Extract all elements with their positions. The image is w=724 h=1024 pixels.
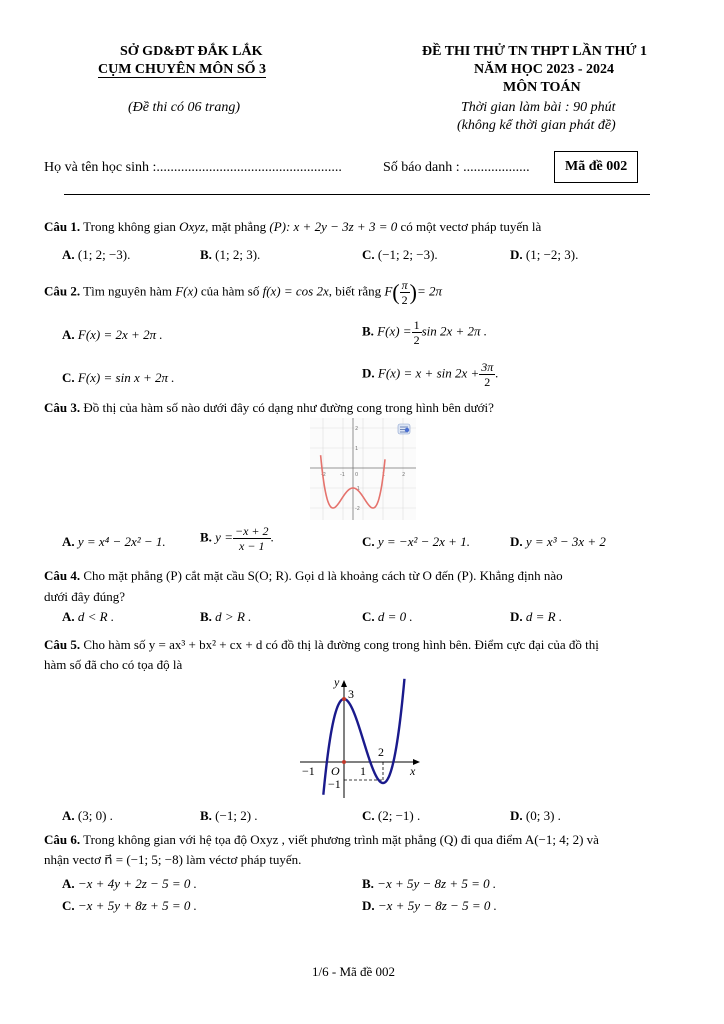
option-key: A. [62, 876, 75, 891]
numerator: π [401, 278, 408, 292]
numerator: 1 [413, 318, 420, 332]
x-label: x [410, 764, 416, 778]
condition-f: F [384, 283, 393, 299]
question-label: Câu 1. [44, 219, 81, 234]
question-text: Đồ thị của hàm số nào dưới đây có dạng như đường cong trong hình bên dưới? [83, 400, 494, 415]
tick-x: 2 [402, 472, 406, 478]
question-3 [44, 400, 494, 416]
option-key: D. [510, 247, 523, 262]
option-value: (−1; 2; −3). [377, 247, 438, 262]
option-key: D. [362, 365, 375, 381]
question-text: Trong không gian [83, 219, 176, 234]
option-5c[interactable] [362, 808, 420, 824]
option-value: d = R . [525, 609, 563, 624]
option-key: B. [200, 247, 212, 262]
option-value-tail: . [270, 529, 274, 545]
tick-x: -1 [340, 472, 345, 478]
option-key: B. [200, 529, 212, 545]
option-value: −x + 5y − 8z − 5 = 0 . [377, 898, 497, 913]
option-4c[interactable] [362, 609, 413, 625]
question-label: Câu 4. [44, 568, 81, 583]
option-value: F(x) = [377, 323, 412, 339]
question-3-graph [310, 418, 416, 520]
option-fraction [233, 524, 271, 553]
label-neg-one-y: −1 [328, 777, 341, 791]
exam-title: ĐỀ THI THỬ TN THPT LẦN THỨ 1 [422, 44, 647, 59]
option-2d[interactable] [362, 360, 499, 389]
option-key: A. [62, 247, 75, 262]
denominator: 2 [401, 293, 408, 307]
tick-y: -1 [355, 486, 360, 492]
option-key: B. [362, 323, 374, 339]
question-5 [44, 637, 599, 653]
denominator: x − 1 [239, 539, 265, 553]
option-2b[interactable] [362, 318, 487, 347]
option-value: (0; 3) . [525, 808, 561, 823]
option-2c[interactable] [62, 370, 175, 386]
option-key: B. [200, 609, 212, 624]
label-three: 3 [348, 687, 354, 701]
option-key: C. [362, 247, 375, 262]
paren-left: ( [392, 279, 400, 305]
option-1a[interactable] [62, 247, 130, 263]
exam-code-box: Mã đề 002 [554, 151, 638, 183]
option-value: F(x) = 2x + 2π . [77, 327, 163, 342]
option-1b[interactable] [200, 247, 260, 263]
option-key: B. [200, 808, 212, 823]
option-5a[interactable] [62, 808, 113, 824]
school-year: NĂM HỌC 2023 - 2024 [474, 62, 614, 77]
option-value: y = −x² − 2x + 1. [377, 534, 470, 549]
question-1 [44, 219, 541, 235]
option-3a[interactable] [62, 534, 166, 550]
y-label: y [334, 676, 340, 689]
question-2 [44, 278, 442, 307]
page-footer: 1/6 - Mã đề 002 [312, 964, 396, 979]
option-value: (−1; 2) . [215, 808, 258, 823]
option-value: y = [215, 529, 233, 545]
student-name-field: Họ và tên học sinh :..................................................... [44, 160, 342, 175]
paren-right: ) [409, 279, 417, 305]
header-divider [64, 194, 650, 195]
question-text: Trong không gian với hệ tọa độ Oxyz , viết phương trình mặt phẳng (Q) đi qua điểm A(−1; 4; 2) và [83, 832, 599, 847]
option-6b[interactable] [362, 876, 496, 892]
option-value: (1; 2; 3). [215, 247, 261, 262]
option-key: C. [62, 898, 75, 913]
condition-fraction [400, 278, 410, 307]
numerator: 3π [481, 360, 494, 374]
school-department: SỞ GD&ĐT ĐẮK LẮK [120, 44, 263, 59]
option-value-tail: sin 2x + 2π . [421, 323, 488, 339]
option-key: C. [362, 808, 375, 823]
y-axis-arrow [341, 680, 347, 687]
subject: MÔN TOÁN [503, 80, 581, 95]
label-neg-one-x: −1 [302, 764, 315, 778]
tick-x: 1 [382, 472, 386, 478]
option-1d[interactable] [510, 247, 578, 263]
option-key: D. [510, 534, 523, 549]
label-one: 1 [360, 764, 366, 778]
question-label: Câu 6. [44, 832, 81, 847]
graph-toolbar-icon [398, 424, 410, 434]
question-label: Câu 2. [44, 283, 81, 299]
question-text: của hàm số [200, 283, 260, 299]
denominator: 2 [413, 333, 420, 347]
time-limit: Thời gian làm bài : 90 phút [461, 100, 616, 115]
time-note: (không kể thời gian phát đề) [457, 118, 616, 133]
origin-label: O [331, 764, 340, 778]
tick-x: -2 [321, 472, 326, 478]
option-value: (2; −1) . [377, 808, 421, 823]
option-value: d > R . [215, 609, 252, 624]
option-value: −x + 5y + 8z + 5 = 0 . [77, 898, 197, 913]
origin-point [342, 760, 346, 764]
option-key: A. [62, 609, 75, 624]
denominator: 2 [484, 375, 491, 389]
max-point [342, 697, 346, 701]
question-4-line2: dưới đây đúng? [44, 589, 126, 604]
coord-system: Oxyz [179, 219, 206, 234]
option-key: A. [62, 327, 75, 342]
option-value: −x + 5y − 8z + 5 = 0 . [377, 876, 497, 891]
question-text: Cho hàm số y = ax³ + bx² + cx + d có đồ thị là đường cong trong hình bên. Điểm cực đại của đồ thị [83, 637, 599, 652]
question-5-line2: hàm số đã cho có tọa độ là [44, 657, 183, 672]
option-5d[interactable] [510, 808, 561, 824]
school-cluster-text: CỤM CHUYÊN MÔN SỐ 3 [98, 62, 266, 77]
page-count-note: (Đề thi có 06 trang) [128, 100, 240, 115]
question-label: Câu 3. [44, 400, 81, 415]
option-3d[interactable] [510, 534, 606, 550]
option-key: D. [362, 898, 375, 913]
option-6a[interactable] [62, 876, 197, 892]
tick-x: 0 [355, 472, 359, 478]
option-key: C. [362, 534, 375, 549]
option-value: y = x³ − 3x + 2 [525, 534, 606, 549]
option-6c[interactable] [62, 898, 197, 914]
option-3c[interactable] [362, 534, 470, 550]
tick-y: 2 [355, 426, 359, 432]
option-3b[interactable] [200, 524, 274, 553]
option-key: D. [510, 808, 523, 823]
question-4 [44, 568, 563, 584]
option-key: A. [62, 808, 75, 823]
option-5b[interactable] [200, 808, 258, 824]
option-value: (1; 2; −3). [77, 247, 131, 262]
numerator: −x + 2 [234, 524, 269, 538]
option-value: F(x) = sin x + 2π . [77, 370, 175, 385]
option-value: (1; −2; 3). [525, 247, 579, 262]
option-value: F(x) = x + sin 2x + [377, 365, 480, 381]
question-text: , mặt phẳng [205, 219, 267, 234]
student-id-field: Số báo danh : ................... [383, 160, 530, 175]
question-text: , biết rằng [328, 283, 382, 299]
option-key: B. [362, 876, 374, 891]
antiderivative: F(x) [175, 283, 198, 299]
option-2a[interactable] [62, 327, 163, 343]
question-text: Tìm nguyên hàm [83, 283, 172, 299]
condition-value: = 2π [416, 283, 443, 299]
option-key: A. [62, 534, 75, 549]
question-text: Cho mặt phẳng (P) cắt mặt cầu S(O; R). Gọi d là khoảng cách từ O đến (P). Khẳng định nào [83, 568, 563, 583]
school-cluster [98, 62, 266, 78]
option-value: d < R . [77, 609, 115, 624]
option-key: D. [510, 609, 523, 624]
option-value: d = 0 . [377, 609, 413, 624]
option-fraction [412, 318, 422, 347]
option-4d[interactable] [510, 609, 562, 625]
option-1c[interactable] [362, 247, 438, 263]
tick-y: -2 [355, 506, 360, 512]
question-5-graph [298, 676, 422, 800]
label-two: 2 [378, 745, 384, 759]
option-value-tail: . [495, 365, 499, 381]
option-key: C. [362, 609, 375, 624]
option-4a[interactable] [62, 609, 114, 625]
option-value: (3; 0) . [77, 808, 113, 823]
option-6d[interactable] [362, 898, 497, 914]
question-text: có một vectơ pháp tuyến là [400, 219, 542, 234]
function-expression: f(x) = cos 2x [262, 283, 329, 299]
option-value: y = x⁴ − 2x² − 1. [77, 534, 166, 549]
plane-equation: (P): x + 2y − 3z + 3 = 0 [269, 219, 398, 234]
question-6 [44, 832, 599, 848]
option-key: C. [62, 370, 75, 385]
option-value: −x + 4y + 2z − 5 = 0 . [77, 876, 197, 891]
question-6-line2: nhận vectơ n⃗ = (−1; 5; −8) làm véctơ pháp tuyến. [44, 852, 302, 867]
tick-y: 1 [355, 446, 359, 452]
option-4b[interactable] [200, 609, 251, 625]
question-label: Câu 5. [44, 637, 81, 652]
option-fraction [479, 360, 495, 389]
